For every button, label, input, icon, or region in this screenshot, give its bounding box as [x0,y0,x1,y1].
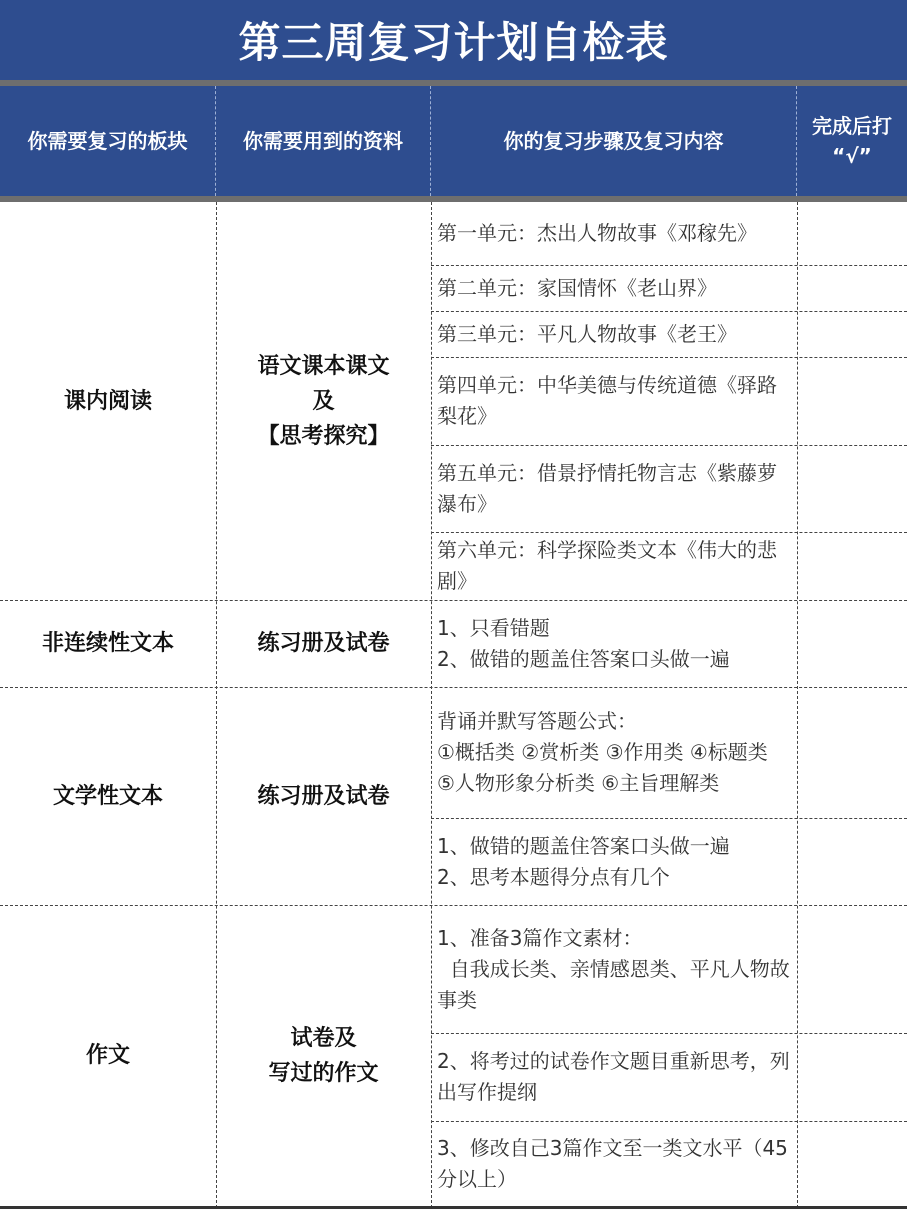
material-label: 试卷及 [290,1025,357,1051]
material-cell-nonlinear [216,600,431,687]
step-cell [431,818,797,905]
step-text: 3、修改自己3篇作文至一类文水平（45分以上） [437,1135,788,1191]
done-checkbox-cell[interactable] [797,202,907,265]
step-cell [431,311,797,357]
material-cell-literary [216,687,431,905]
step-text: 1、做错的题盖住答案口头做一遍 2、思考本题得分点有几个 [437,833,730,889]
step-text: 第四单元：中华美德与传统道德《驿路梨花》 [437,373,777,428]
step-text: 第一单元：杰出人物故事《邓稼先》 [437,221,757,245]
step-text: 第三单元：平凡人物故事《老王》 [437,321,737,346]
module-cell-literary [0,687,216,905]
done-checkbox-cell[interactable] [797,532,907,600]
step-text: 1、准备3篇作文素材： 自我成长类、亲情感恩类、平凡人物故事类 [437,925,790,1012]
step-cell [431,357,797,445]
step-text: 第二单元：家国情怀《老山界》 [437,275,717,300]
material-label: 及 [312,388,335,414]
step-cell [431,1033,797,1121]
step-cell [431,687,797,818]
header-steps [431,86,797,196]
done-checkbox-cell[interactable] [797,1033,907,1121]
module-cell-essay [0,905,216,1206]
material-cell-reading [216,202,431,600]
material-label: 语文课本课文 [257,353,390,379]
done-checkbox-cell[interactable] [797,265,907,311]
module-cell-nonlinear [0,600,216,687]
done-checkbox-cell[interactable] [797,818,907,905]
module-label: 文学性文本 [52,783,163,809]
material-label: 练习册及试卷 [257,631,390,656]
done-checkbox-cell[interactable] [797,600,907,687]
done-checkbox-cell[interactable] [797,905,907,1033]
step-cell [431,202,797,265]
header-done-label: 完成后打 [812,114,892,138]
header-material-label: 你需要用到的资料 [243,129,403,153]
header-done-checkmark: “√” [832,144,872,168]
header-module [0,86,216,196]
header-done [797,86,907,196]
table-header [0,86,907,196]
module-cell-reading [0,202,216,600]
material-label: 练习册及试卷 [257,783,390,809]
step-cell [431,905,797,1033]
step-cell [431,532,797,600]
step-cell [431,445,797,532]
done-checkbox-cell[interactable] [797,357,907,445]
step-text: 背诵并默写答题公式： ①概括类 ②赏析类 ③作用类 ④标题类 ⑤人物形象分析类 ⑥主旨理解类 [437,709,768,795]
step-text: 2、将考过的试卷作文题目重新思考，列出写作提纲 [437,1049,790,1104]
done-checkbox-cell[interactable] [797,445,907,532]
step-cell [431,1121,797,1206]
title-bar [0,0,907,80]
step-text: 1、只看错题 2、做错的题盖住答案口头做一遍 [437,615,730,671]
material-label: 【思考探究】 [257,423,390,449]
module-label: 作文 [85,1043,130,1068]
step-text: 第五单元：借景抒情托物言志《紫藤萝瀑布》 [437,460,777,516]
done-checkbox-cell[interactable] [797,687,907,818]
module-label: 课内阅读 [63,388,152,414]
module-label: 非连续性文本 [41,631,174,656]
header-material [216,86,431,196]
page-title: 第三周复习计划自检表 [238,18,669,67]
done-checkbox-cell[interactable] [797,311,907,357]
header-module-label: 你需要复习的板块 [27,129,188,153]
material-cell-essay [216,905,431,1206]
material-label: 写过的作文 [268,1060,379,1086]
done-checkbox-cell[interactable] [797,1121,907,1206]
step-text: 第六单元：科学探险类文本《伟大的悲剧》 [437,538,777,593]
step-cell [431,265,797,311]
header-steps-label: 你的复习步骤及复习内容 [503,129,724,153]
step-cell [431,600,797,687]
